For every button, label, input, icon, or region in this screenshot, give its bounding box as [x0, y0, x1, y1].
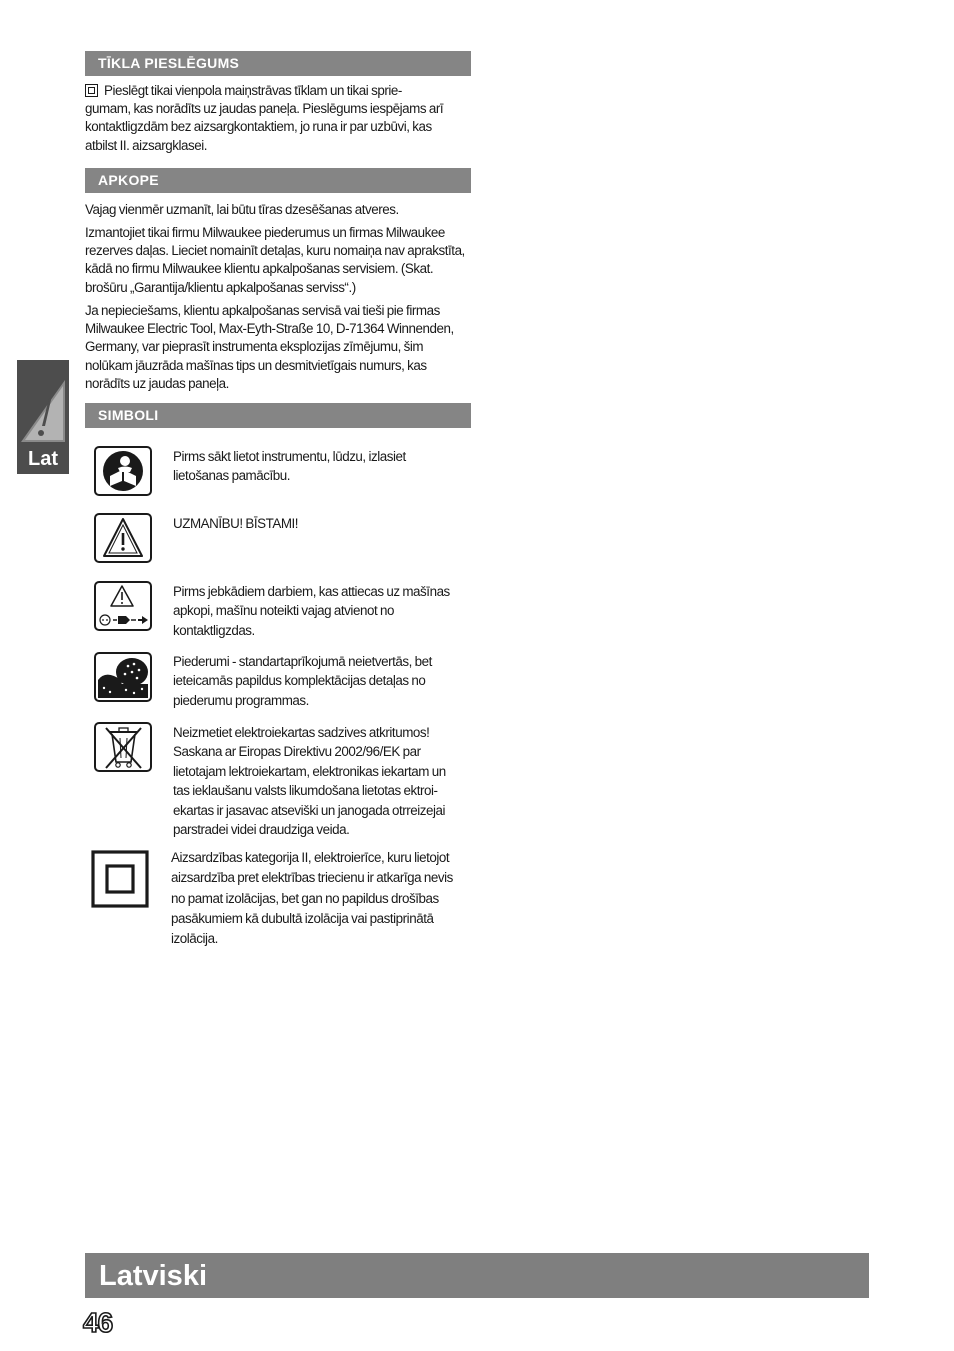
symbol-line: aizsardzība pret elektrības triecienu ir atkarīga nevis: [171, 870, 453, 886]
symbol-line: ekartas ir jasavac atseviški un janogada otrreizejai: [173, 802, 446, 818]
apkope-paragraph-2: [85, 224, 471, 297]
symbol-line: Saskana ar Eiropas Direktivu 2002/96/EK par: [173, 744, 421, 760]
symbol-line: Neizmetiet elektroiekartas sadzives atkritumos!: [173, 725, 430, 740]
apkope-line: brošūru „Garantija/klientu apkalpošanas serviss“.): [85, 279, 356, 295]
symbol-line: ieteicamās papildus komplektācijas detaļas no: [173, 673, 426, 689]
apkope-line: rezerves daļas. Lieciet nomainīt detaļas, kuru nomaiņa nav aprakstīta,: [85, 243, 465, 259]
tikla-paragraph: [85, 82, 471, 155]
apkope-paragraph-1: [85, 201, 471, 219]
apkope-paragraph-3: [85, 302, 471, 393]
symbol-line: Pirms sākt lietot instrumentu, lūdzu, izlasiet: [173, 449, 406, 464]
warning-triangle-icon: [17, 360, 69, 446]
section-heading-apkope: APKOPE: [85, 168, 471, 193]
footer-language-bar: Latviski: [85, 1253, 869, 1298]
symbol-line: piederumu programmas.: [173, 692, 309, 708]
symbol-text-3: [173, 582, 471, 640]
apkope-line: norādīts uz jaudas paneļa.: [85, 375, 229, 391]
symbol-text-2: [173, 514, 471, 533]
symbol-line: tas ieklaušanu valsts likumdošana lietotas ektroi-: [173, 783, 438, 799]
symbol-line: kontaktligzdas.: [173, 622, 255, 638]
symbol-line: lietošanas pamācību.: [173, 468, 291, 484]
weee-bin-icon: [94, 722, 152, 772]
symbol-text-4: [173, 652, 471, 710]
section-heading-simboli: SIMBOLI: [85, 403, 471, 428]
symbol-line: apkopi, mašīnu noteikti vajag atvienot no: [173, 603, 394, 619]
apkope-line: Izmantojiet tikai firmu Milwaukee piederumus un firmas Milwaukee: [85, 225, 445, 240]
symbol-text-5: [173, 723, 471, 839]
tikla-line: atbilst II. aizsargklasei.: [85, 137, 208, 153]
read-manual-icon: [94, 446, 152, 496]
unplug-warning-icon: [94, 581, 152, 631]
tikla-line: Pieslēgt tikai vienpola maiņstrāvas tīklam un tikai sprie-: [85, 82, 471, 100]
symbol-text-6: [171, 848, 469, 949]
language-tab: [17, 360, 69, 474]
symbol-line: Pirms jebkādiem darbiem, kas attiecas uz mašīnas: [173, 584, 450, 599]
symbol-line: pasākumiem kā dubultā izolācija vai pastiprinātā: [171, 910, 434, 926]
symbol-line: lietotajam lektroiekartam, elektronikas iekartam un: [173, 763, 446, 779]
symbol-line: parstradei videi draudziga veida.: [173, 822, 350, 838]
symbol-line: no pamat izolācijas, bet gan no papildus drošības: [171, 890, 439, 906]
tikla-line: kontaktligzdām bez aizsargkontaktiem, jo runa ir par uzbūvi, kas: [85, 119, 432, 135]
accessories-icon: [94, 652, 152, 702]
section-heading-tikla: TĪKLA PIESLĒGUMS: [85, 51, 471, 76]
apkope-line: Ja nepieciešams, klientu apkalpošanas servisā vai tieši pie firmas: [85, 303, 440, 318]
warning-icon: [94, 513, 152, 563]
class-ii-inline-icon: [85, 84, 98, 97]
class-ii-insulation-icon: [91, 850, 149, 908]
language-label: Lat: [28, 448, 58, 470]
apkope-line: Vajag vienmēr uzmanīt, lai būtu tīras dzesēšanas atveres.: [85, 202, 399, 217]
symbol-line: UZMANĪBU! BĪSTAMI!: [173, 516, 299, 531]
symbol-line: Piederumi - standartaprīkojumā neietvertās, bet: [173, 654, 432, 669]
symbol-line: izolācija.: [171, 931, 218, 947]
symbol-line: Aizsardzības kategorija II, elektroierīce, kuru lietojot: [171, 850, 450, 865]
apkope-line: kādā no firmu Milwaukee klientu apkalpošanas servisiem. (Skat.: [85, 261, 434, 277]
apkope-line: Milwaukee Electric Tool, Max-Eyth-Straße 10, D-71364 Winnenden,: [85, 321, 454, 337]
page-number: 46: [83, 1307, 113, 1338]
tikla-line: gumam, kas norādīts uz jaudas paneļa. Pieslēgums iespējams arī: [85, 101, 444, 117]
apkope-line: nolūkam jāuzrāda mašīnas tips un desmitvietīgais numurs, kas: [85, 357, 427, 373]
apkope-line: Germany, var pieprasīt instrumenta eksplozijas zīmējumu, šim: [85, 339, 424, 355]
symbol-text-1: [173, 447, 471, 486]
